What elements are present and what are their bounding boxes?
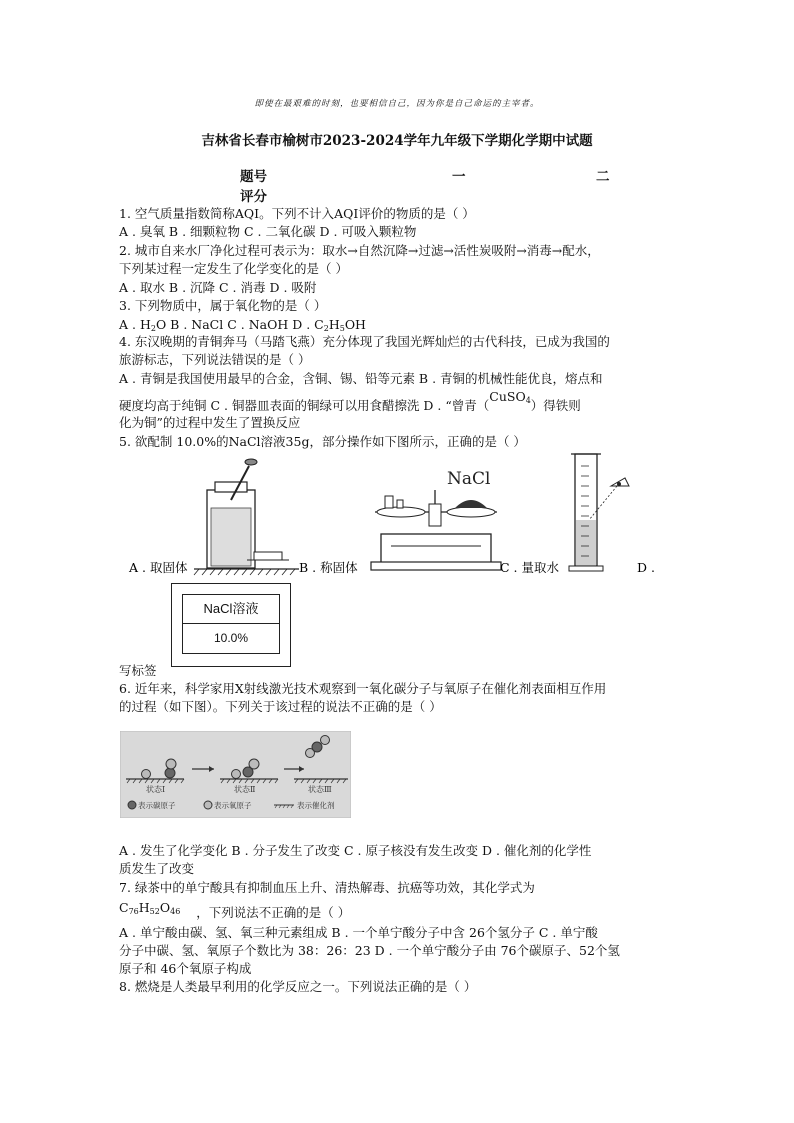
q2-text-line2: 下列某过程一定发生了化学变化的是（ ）: [119, 261, 348, 276]
q6-option-line2: 质发生了改变: [119, 861, 195, 876]
q4-option-line2: 硬度均高于纯铜 C . 铜器皿表面的铜绿可以用食醋擦洗 D . “曾青（CuSO$_4$）得铁则: [119, 389, 581, 413]
tannin-formula: $C_{76}H_{52}O_{46}$: [119, 900, 181, 916]
motto: 即使在最艰难的时刻，也要相信自己，因为你是自己命运的主宰者。: [254, 99, 540, 109]
q4-option-line1: A . 青铜是我国使用最早的合金，含铜、锡、铅等元素 B . 青铜的机械性能优良，熔点和: [119, 371, 603, 386]
q7-option-line3: 原子和 46个氧原子构成: [119, 961, 252, 976]
legend-catalyst: 表示催化剂: [297, 801, 335, 810]
q6-figure: [120, 731, 351, 818]
page-title: 吉林省长春市榆树市2023-2024学年九年级下学期化学期中试题: [201, 133, 593, 149]
score-label-score: 评分: [240, 189, 267, 205]
cuso4-formula: CuSO$_4$: [489, 389, 531, 405]
label-line-1: NaCl溶液: [183, 595, 279, 624]
q1-text: 1. 空气质量指数简称AQI。下列不计入AQI评价的物质的是（ ）: [119, 206, 475, 221]
q5-figure: [119, 446, 679, 586]
q2-text-line1: 2. 城市自来水厂净化过程可表示为：取水→自然沉降→过滤→活性炭吸附→消毒→配水，: [119, 243, 600, 258]
q5-text: 5. 欲配制 10.0%的NaCl溶液35g，部分操作如下图所示，正确的是（ ）: [119, 434, 526, 449]
q4-text-line2: 旅游标志，下列说法错误的是（ ）: [119, 352, 311, 367]
balance-illustration: [371, 469, 501, 570]
q1-options: A . 臭氧 B . 细颗粒物 C . 二氧化碳 D . 可吸入颗粒物: [119, 224, 417, 239]
state3-label: 状态Ⅲ: [308, 785, 332, 794]
q7-option-line1: A . 单宁酸由碳、氢、氧三种元素组成 B . 一个单宁酸分子中含 26个氢分子 C . 单宁酸: [119, 925, 598, 940]
nacl-label: NaCl: [447, 469, 491, 489]
score-col-1: 一: [452, 169, 466, 185]
q5-label-b: B . 称固体: [299, 560, 358, 575]
q4-option-line3: 化为铜”的过程中发生了置换反应: [119, 415, 301, 430]
q2-options: A . 取水 B . 沉降 C . 消毒 D . 吸附: [119, 280, 317, 295]
legend-carbon: 表示碳原子: [138, 801, 176, 810]
state1-label: 状态Ⅰ: [146, 785, 166, 794]
q3-text: 3. 下列物质中，属于氧化物的是（ ）: [119, 298, 327, 313]
q4-text-line1: 4. 东汉晚期的青铜奔马（马踏飞燕）充分体现了我国光辉灿烂的古代科技，已成为我国的: [119, 334, 610, 349]
q5-label-d-text: 写标签: [119, 663, 157, 678]
legend-oxygen: 表示氧原子: [214, 801, 252, 810]
q5-label-c: C . 量取水: [500, 560, 559, 575]
q7-text-line1: 7. 绿茶中的单宁酸具有抑制血压上升、清热解毒、抗癌等功效，其化学式为: [119, 880, 535, 895]
label-illustration: [171, 583, 291, 667]
score-col-2: 二: [596, 169, 610, 185]
q6-text-line2: 的过程（如下图）。下列关于该过程的说法不正确的是（ ）: [119, 699, 442, 714]
q3-options: A . $H_2O$ B . NaCl C . NaOH D . $C_2H_5OH$: [119, 317, 366, 333]
q6-text-line1: 6. 近年来，科学家用X射线激光技术观察到一氧化碳分子与氧原子在催化剂表面相互作用: [119, 681, 607, 696]
q7-option-line2: 分子中碳、氢、氧原子个数比为 38：26：23 D . 一个单宁酸分子由 76个碳原子、52个氢: [119, 943, 620, 958]
label-line-2: 10.0%: [213, 631, 249, 645]
state2-label: 状态Ⅱ: [234, 785, 256, 794]
q8-text: 8. 燃烧是人类最早利用的化学反应之一。下列说法正确的是（ ）: [119, 979, 477, 994]
q6-option-line1: A . 发生了化学变化 B . 分子发生了改变 C . 原子核没有发生改变 D . 催化剂的化学性: [119, 843, 592, 858]
score-label-question: 题号: [240, 169, 267, 185]
q5-label-a: A . 取固体: [129, 560, 188, 575]
reagent-bottle-illustration: [194, 459, 299, 575]
q7-text-line2: $C_{76}H_{52}O_{46}$ ，下列说法不正确的是（ ）: [119, 900, 351, 920]
cylinder-illustration: [569, 454, 629, 571]
q5-label-d: D .: [637, 560, 655, 575]
